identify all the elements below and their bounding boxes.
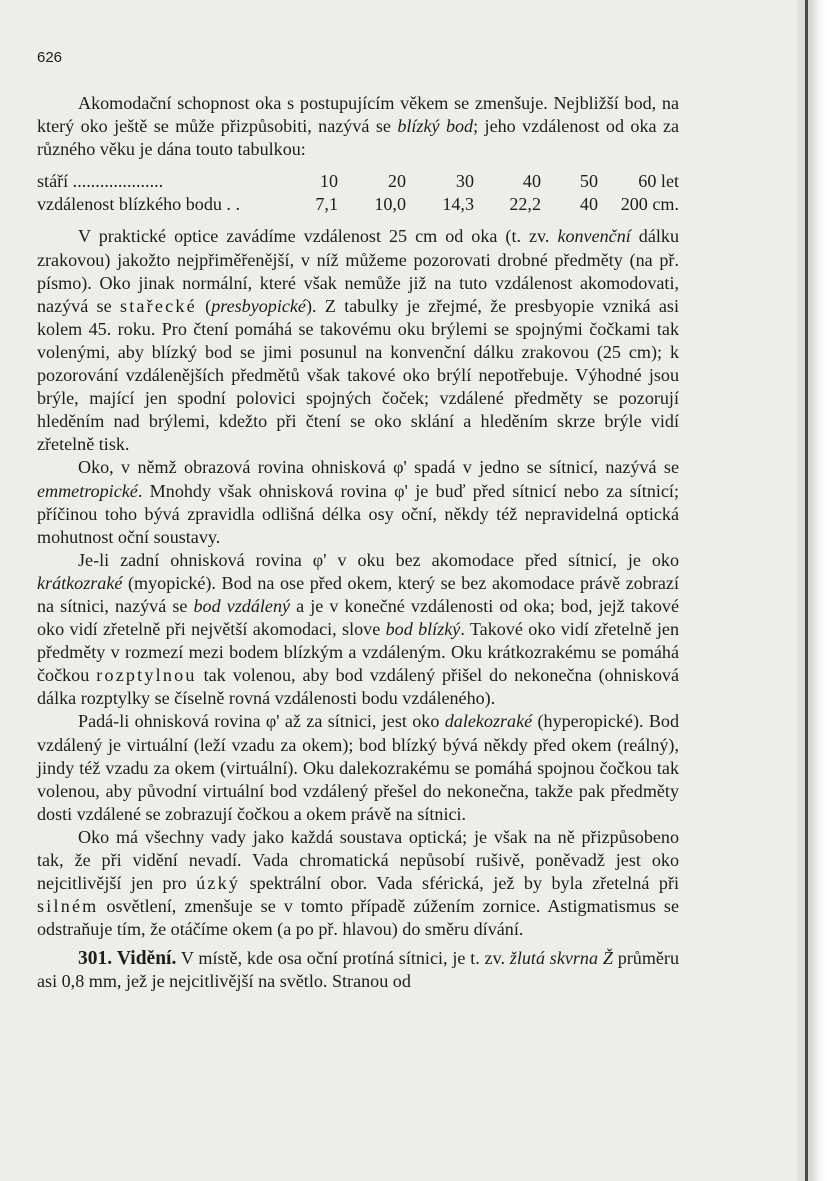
age-nearpoint-table: [37, 170, 679, 216]
row-label: stáří ....................: [37, 171, 164, 192]
paragraph-emmetropia: [37, 456, 679, 548]
table-row-age: [37, 170, 679, 193]
table-cell: 30: [455, 171, 474, 192]
term-kratkozrake: krátkozraké: [37, 572, 123, 593]
table-cell: 20: [387, 171, 406, 192]
term-bod-blizky: bod blízký: [385, 619, 461, 640]
text-run: Akomodační schopnost oka s postupujícím věkem se zmenšuje. Nejbližší bod, na který oko ještě se může přizpůsobiti, nazývá se: [37, 93, 679, 137]
term-emmetropicke: emmetropické: [37, 480, 138, 501]
table-cell: 200 cm.: [620, 194, 679, 215]
table-cell: 40: [522, 171, 541, 192]
text-run: Padá-li ohnisková rovina φ' až za sítnici, jest oko: [78, 711, 445, 732]
text-run: . Mnohdy však ohnisková rovina φ' je buď před sítnicí nebo za sítnicí; příčinou toho bývá zpravidla odlišná délka osy oční, někdy též nepravidelná optická mohutnost oční soustavy.: [37, 480, 679, 547]
table-cell: 60 let: [638, 171, 679, 192]
section-heading-301: 301. Vidění.: [78, 948, 177, 970]
text-run: V místě, kde osa oční protíná sítnici, je t. zv.: [176, 948, 510, 969]
term-starecke: stařecké: [119, 295, 197, 316]
table-cell: 40: [579, 194, 598, 215]
paragraph-hyperopia: [37, 710, 679, 825]
paragraph-accommodation: [37, 92, 679, 161]
text-run: Oko, v němž obrazová rovina ohnisková φ' spadá v jedno se sítnicí, nazývá se: [78, 457, 679, 478]
term-dalekozrake: dalekozraké: [444, 711, 533, 732]
paragraph-section-301: [37, 947, 679, 993]
body-text: [37, 92, 679, 994]
text-run: (hyperopické). Bod vzdálený je virtuální (leží vzadu za okem); bod blízký bývá někdy před okem (reálný), jindy též vzadu za okem (virtuální). Oku dalekozrakému se pomáhá spojnou čočkou tak volenou, aby původní virtuální bod vzdálený přešel do nekonečna, takže pak předměty dosti vzdálené se zobrazují čočkou a okem právě na sítnici.: [37, 711, 679, 824]
text-run: ; jeho vzdálenost od oka za různého věku je dána touto tabulkou:: [37, 116, 680, 160]
text-run: osvětlení, zmenšuje se v tomto případě zúžením zornice. Astigmatismus se odstraňuje tím, že otáčíme okem (a po př. hlavou) do směru dívání.: [37, 896, 679, 940]
term-konvencni: konvenční: [557, 226, 631, 247]
text-run: V praktické optice zavádíme vzdálenost 25 cm od oka (t. zv.: [78, 226, 558, 247]
text-run: tak volenou, aby bod vzdálený přišel do nekonečna (ohnisková dálka rozptylky se číselně rovná vzdálenosti bodu vzdáleného).: [37, 665, 679, 709]
text-run: ). Z tabulky je zřejmé, že presbyopie vzniká asi kolem 45. roku. Pro čtení pomáhá se takovému oku brýlemi se spojnými čočkami tak volenými, aby blízký bod se jimi posunul na konvenční dálku zrakovou (25 cm); k pozorování vzdálenějších předmětů však takové oko brýlí nepotřebuje. Výhodné jsou brýle, mající jen spodní polovici spojných čoček; vzdálené předměty se pozorují hleděním nad brýlemi, kdežto při čtení se oko sklání a hleděním skrze brýle vidí zřetelně tisk.: [37, 295, 679, 455]
table-cell: 7,1: [315, 194, 338, 215]
text-run: Oko má všechny vady jako každá soustava optická; je však na ně přizpůsobeno tak, že při vidění nevadí. Vada chromatická nepůsobí rušivě, poněvadž jest oko nejcitlivější jen pro: [37, 826, 679, 894]
term-uzky: úzký: [196, 873, 241, 894]
page-number: 626: [37, 49, 63, 66]
text-run: (: [196, 295, 212, 316]
text-run: průměru asi 0,8 mm, jež je nejcitlivější na světlo. Stranou od: [37, 948, 680, 992]
text-run: (myopické). Bod na ose před okem, který se bez akomodace právě zobrazí na sítnici, nazývá se: [37, 572, 679, 616]
text-run: a je v konečné vzdálenosti od oka; bod, jejž takové oko vidí zřetelně při největší akomodaci, slove: [37, 595, 680, 640]
table-cell: 22,2: [509, 194, 541, 215]
binding-edge: [797, 0, 827, 1181]
binding-edge-line: [805, 0, 808, 1181]
text-run: Je-li zadní ohnisková rovina φ' v oku bez akomodace před sítnicí, je oko: [78, 549, 679, 570]
text-run: spektrální obor. Vada sférická, jež by byla zřetelná při: [240, 873, 680, 894]
term-silnem: silném: [37, 896, 99, 917]
table-cell: 10,0: [374, 194, 406, 215]
term-blizky-bod: blízký bod: [397, 116, 474, 137]
term-rozptylnou: rozptylnou: [96, 665, 197, 686]
term-bod-vzdaleny: bod vzdálený: [193, 595, 291, 616]
table-cell: 10: [319, 171, 338, 192]
table-cell: 50: [579, 171, 598, 192]
table-row-nearpoint: [37, 193, 679, 216]
text-run: dálku zrakovou) jakožto nejpřiměřenější, v níž můžeme pozorovati drobné předměty (na př. písmo). Oko jinak normální, které však nemůže již na tuto vzdálenost akomodovati, nazývá se: [37, 226, 679, 316]
paragraph-presbyopia: [37, 225, 679, 456]
row-label: vzdálenost blízkého bodu . .: [37, 194, 241, 215]
term-zluta-skvrna: žlutá skvrna Ž: [509, 948, 613, 969]
text-run: . Takové oko vidí zřetelně jen předměty v rozmezí mezi bodem blízkým a vzdáleným. Oku krátkozrakému se pomáhá čočkou: [37, 619, 679, 686]
term-presbyopicke: presbyopické: [211, 295, 306, 316]
paragraph-aberrations: [37, 826, 679, 941]
paragraph-myopia: [37, 549, 679, 711]
table-cell: 14,3: [442, 194, 474, 215]
